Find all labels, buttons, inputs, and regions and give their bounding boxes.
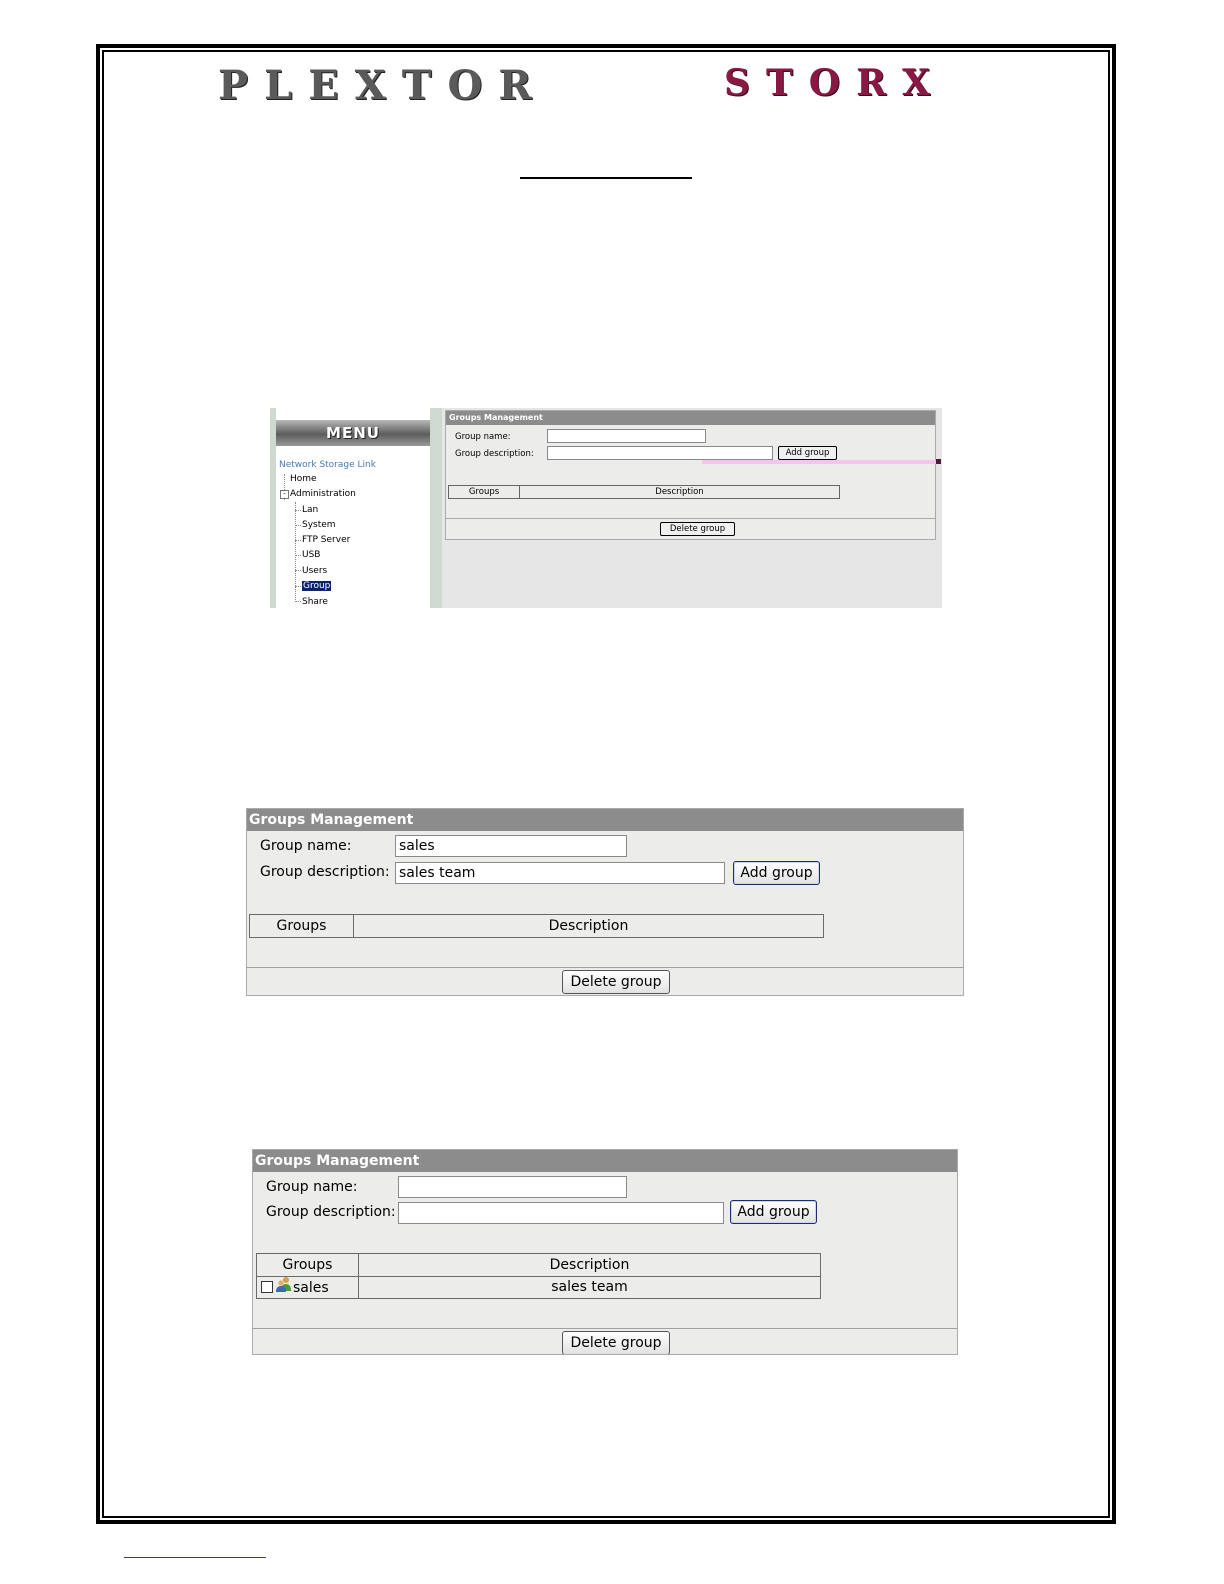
divider [247,967,963,968]
side-menu [270,408,442,608]
group-name-label: Group name: [260,838,352,854]
group-name-input[interactable] [398,1176,627,1198]
group-description-input[interactable] [398,1202,724,1224]
group-name-label: Group name: [266,1179,358,1195]
delete-group-button[interactable]: Delete group [562,1331,670,1355]
network-storage-link[interactable]: Network Storage Link [279,460,376,470]
column-header-description: Description [358,1253,821,1277]
group-name-label: Group name: [455,432,511,442]
divider [253,1328,957,1329]
group-description-label: Group description: [455,449,534,459]
delete-group-button[interactable]: Delete group [660,522,735,536]
column-header-description: Description [519,485,840,499]
add-group-button[interactable]: Add group [778,446,837,460]
expand-collapse-icon[interactable]: - [280,490,289,499]
menu-item-home[interactable]: Home [290,474,317,484]
footer-link-underline [124,1557,266,1558]
screenshot-menu-groups [270,408,942,608]
delete-group-button[interactable]: Delete group [562,970,670,994]
column-header-groups: Groups [249,914,354,938]
groups-management-panel-filled [246,808,964,996]
group-name-input[interactable] [547,429,706,443]
group-description-input[interactable]: sales team [395,862,725,884]
menu-header: MENU [276,420,430,446]
menu-item-group[interactable]: Group [303,581,331,591]
group-name-input[interactable]: sales [395,835,627,857]
group-description-label: Group description: [260,864,390,880]
panel-title: Groups Management [446,411,935,425]
row-group-name: sales [293,1280,329,1296]
menu-item-ftp-server[interactable]: FTP Server [302,535,351,545]
add-group-button[interactable]: Add group [733,861,820,885]
menu-item-users[interactable]: Users [302,566,328,576]
logo-plextor-word: PLEXTOR [218,62,548,109]
menu-item-usb[interactable]: USB [302,550,321,560]
menu-item-system[interactable]: System [302,520,336,530]
group-people-icon [276,1276,292,1292]
column-header-groups: Groups [256,1253,359,1277]
groups-management-panel [445,410,936,540]
highlight-marker [936,459,941,464]
plextor-storx-logo [218,62,998,109]
column-header-groups: Groups [448,485,520,499]
row-checkbox[interactable] [261,1281,273,1293]
row-group-description: sales team [358,1276,821,1299]
group-description-input[interactable] [547,446,773,460]
group-description-label: Group description: [266,1204,396,1220]
menu-item-share[interactable]: Share [302,597,328,607]
groups-management-panel-result [252,1149,958,1355]
heading-underline [520,177,692,179]
divider [446,518,935,519]
highlight-bar [702,460,938,464]
column-header-description: Description [353,914,824,938]
menu-item-administration[interactable]: Administration [290,489,356,499]
add-group-button[interactable]: Add group [730,1200,817,1224]
menu-item-lan[interactable]: Lan [302,505,319,515]
panel-title: Groups Management [253,1150,957,1172]
logo-storx-word: STORX [724,62,946,104]
panel-title: Groups Management [247,809,963,831]
